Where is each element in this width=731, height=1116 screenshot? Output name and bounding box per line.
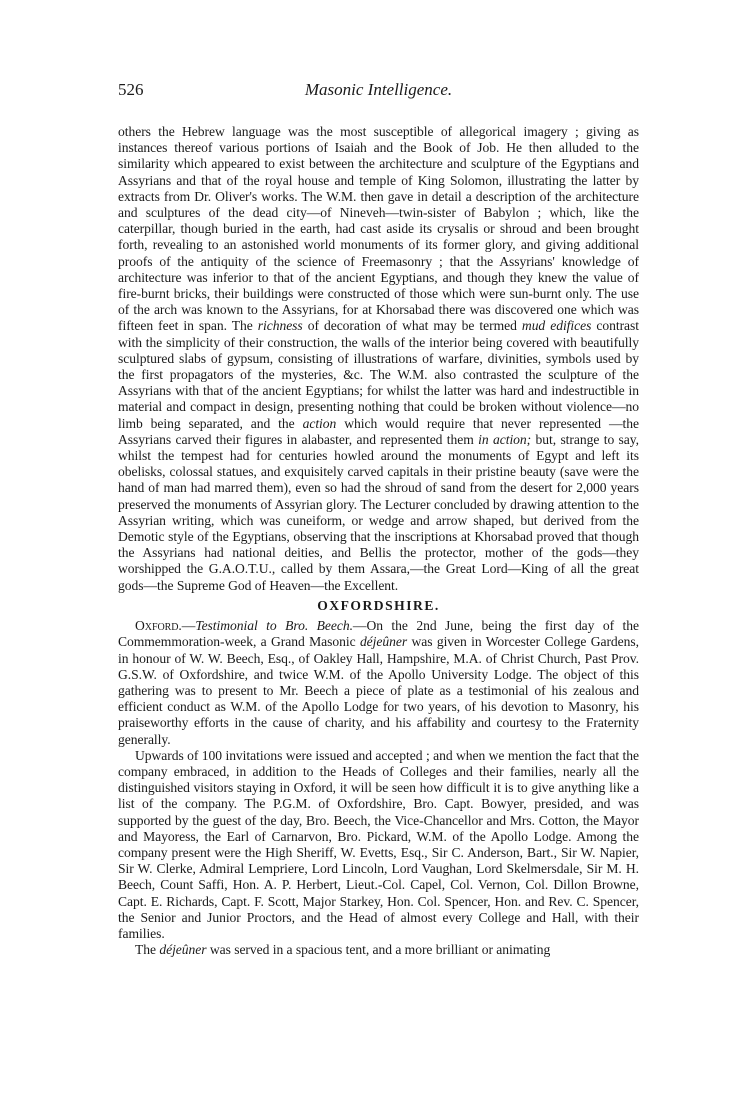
oxford-company-paragraph: Upwards of 100 invitations were issued and accepted ; and when we mention the fact that the company embraced, in addition to the Heads of Colleges and their families, nearly all the distinguished visitors staying in Oxford, it will be seen how difficult it is to give anything like a list of the company. The P.G.M. of Oxfordshire, Bro. Capt. Bowyer, presided, and was supported by the guest of the day, Bro. Beech, the Vice-Chancellor and Mrs. Cotton, the Mayor and Mayoress, the Earl of Carnarvon, Bro. Pickard, W.M. of the Apollo Lodge. Among the company present were the High Sheriff, W. Evetts, Esq., Sir C. Anderson, Bart., Sir W. Napier, Sir W. Clerke, Admiral Lempriere, Lord Lincoln, Lord Vaughan, Lord Skelmersdale, Sir M. H. Beech, Count Saffi, Hon. A. P. Herbert, Lieut.-Col. Capel, Col. Vernon, Col. Dillon Browne, Capt. E. Richards, Capt. F. Scott, Major Starkey, Hon. Col. Spencer, Hon. and Rev. C. Spencer, the Senior and Junior Proctors, and the Head of almost every College and Hall, with their families. (118, 747, 639, 941)
text-column (118, 124, 639, 958)
section-heading-oxfordshire: OXFORDSHIRE. (317, 597, 440, 613)
text-run: but, strange to say, whilst the tempest had for centuries howled around the monuments of Egypt and left its obelisks, colossal statues, and exquisitely carved capitals in their pristine beauty (save were the hand of man had marred them), even so had the shroud of sand from the desert for 2,000 years preserved the monuments of Assyrian glory. The Lecturer concluded by drawing attention to the Assyrian writing, which was cuneiform, or wedge and arrow shaped, but derived from the Demotic style of the Egyptians, observing that the inscriptions at Khorsabad proved that though the Assyrians had national deities, and Bellis the protector, mother of the gods—they worshipped the G.A.O.T.U., called by them Assara,—the Great Lord—King of all the great gods—the Supreme God of Heaven—the Excellent. (118, 431, 639, 593)
text-run: which would require that never represented —the Assyrians carved their figures in alabaster, and represented them (118, 415, 639, 447)
oxford-dejeuner-paragraph (118, 942, 639, 958)
italic-run: action (302, 415, 337, 431)
italic-run: richness (257, 318, 303, 334)
article-title: Testimonial to Bro. Beech. (195, 618, 353, 634)
oxford-testimonial-paragraph (118, 618, 639, 748)
italic-run: déjeûner (159, 942, 207, 958)
page-number: 526 (118, 80, 144, 99)
text-run: others the Hebrew language was the most susceptible of allegorical imagery ; giving as instances thereof various portions of Isaiah and the Book of Job. He then alluded to the similarity which appeared to exist between the architecture and sculpture of the Egyptians and Assyrians and that of the royal house and temple of King Solomon, illustrating the latter by extracts from Dr. Oliver's works. The W.M. then gave in detail a description of the architecture and sculptures of the dead city—of Nineveh—twin-sister of Babylon ; which, like the caterpillar, though buried in the earth, had cast aside its crysalis or shroud and been brought forth, revealing to an astonished world monuments of its former glory, and giving additional proofs of the antiquity of the science of Freemasonry ; that the Assyrians' knowledge of architecture was inferior to that of the ancient Egyptians, and though they knew the value of fire-burnt bricks, their buildings were constructed of those which were sun-burnt only. The use of the arch was known to the Assyrians, for at Khorsabad there was discovered one which was fifteen feet in span. The (118, 124, 639, 334)
text-run: —On the 2nd June, being the first day of the Commemmoration-week, a Grand Masonic (118, 618, 639, 650)
text-run: of decoration of what may be termed (302, 318, 522, 334)
text-run: was given in Worcester College Gardens, in honour of W. W. Beech, Esq., of Oakley Hall, Hampshire, M.A. of Christ Church, Past Prov. G.S.W. of Oxfordshire, and twice W.M. of the Apollo University Lodge. The object of this gathering was to present to Mr. Beech a piece of plate as a testimonial of his zealous and efficient conduct as W.M. of the Apollo Lodge for two years, of his devotion to Masonry, his praiseworthy efforts in the cause of charity, and his affability and courtesy to the Fraternity generally. (118, 634, 639, 747)
text-run: was served in a spacious tent, and a more brilliant or animating (206, 942, 551, 958)
place-name: Oxford. (135, 618, 182, 634)
dash: — (181, 618, 196, 634)
italic-run: déjeûner (359, 634, 408, 650)
italic-run: mud edifices (521, 318, 592, 334)
text-run: contrast with the simplicity of their construction, the walls of the interior being covered with beautifully sculptured slabs of gypsum, consisting of illustrations of warfare, divinities, symbols used by the first propagators of the mysteries, &c. The W.M. also contrasted the sculpture of the Assyrians with that of the ancient Egyptians; for whilst the latter was hard and indestructible in material and compact in design, presenting nothing that could be broken without violence—no limb being separated, and the (118, 318, 640, 431)
text-run: The (135, 942, 160, 958)
italic-run: in action; (478, 431, 532, 447)
page-header (118, 80, 639, 106)
running-title: Masonic Intelligence. (304, 80, 453, 99)
continued-paragraph (118, 124, 639, 594)
